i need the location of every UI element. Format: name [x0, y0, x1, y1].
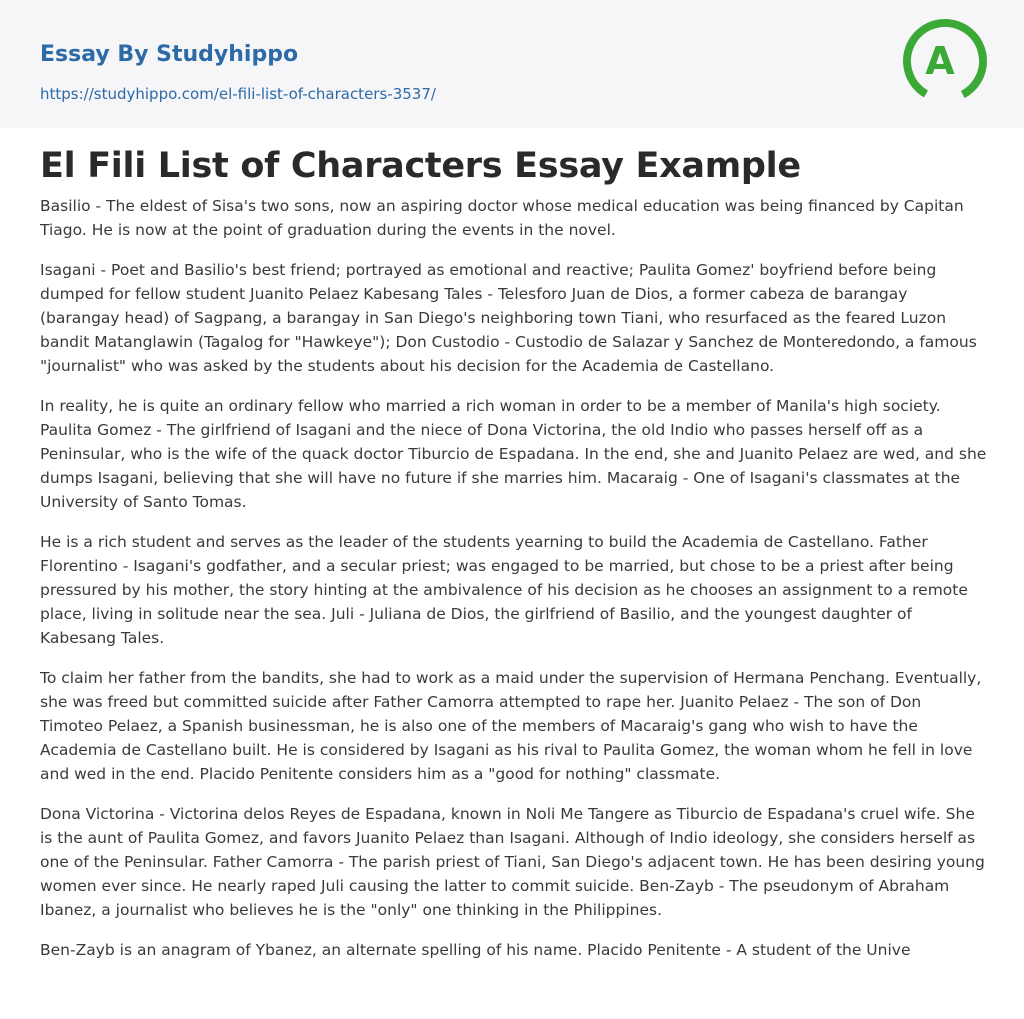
site-title[interactable]: Essay By Studyhippo [40, 42, 299, 67]
paragraph: Basilio - The eldest of Sisa's two sons, now an aspiring doctor whose medical education was being financed by Capitan Tiago. He is now at the point of graduation during the events in the novel. [40, 197, 964, 239]
page-title: El Fili List of Characters Essay Example [40, 146, 801, 186]
logo-letter: A [925, 39, 955, 83]
article-url-link[interactable]: https://studyhippo.com/el-fili-list-of-characters-3537/ [40, 85, 436, 103]
paragraph: In reality, he is quite an ordinary fellow who married a rich woman in order to be a member of Manila's high society. Paulita Gomez - The girlfriend of Isagani and the niece of Dona Victorina, the old Indio who passes herself off as a Peninsular, who is the wife of the quack doctor Tiburcio de Espadana. In the end, she and Juanito Pelaez are wed, and she dumps Isagani, believing that she will have no future if she marries him. Macaraig - One of Isagani's classmates at the University of Santo Tomas. [40, 397, 987, 511]
studyhippo-logo-icon[interactable] [900, 16, 990, 106]
paragraph: Dona Victorina - Victorina delos Reyes de Espadana, known in Noli Me Tangere as Tiburcio de Espadana's cruel wife. She is the aunt of Paulita Gomez, and favors Juanito Pelaez than Isagani. Although of Indio ideology, she considers herself as one of the Peninsular. Father Camorra - The parish priest of Tiani, San Diego's adjacent town. He has been desiring young women ever since. He nearly raped Juli causing the latter to commit suicide. Ben-Zayb - The pseudonym of Abraham Ibanez, a journalist who believes he is the "only" one thinking in the Philippines. [40, 805, 985, 919]
article-body [40, 194, 988, 964]
paragraph: Ben-Zayb is an anagram of Ybanez, an alternate spelling of his name. Placido Penitente - A student of the Unive [40, 941, 911, 959]
paragraph: Isagani - Poet and Basilio's best friend; portrayed as emotional and reactive; Paulita Gomez' boyfriend before being dumped for fellow student Juanito Pelaez Kabesang Tales - Telesforo Juan de Dios, a former cabeza de barangay (barangay head) of Sagpang, a barangay in San Diego's neighboring town Tiani, who resurfaced as the feared Luzon bandit Matanglawin (Tagalog for "Hawkeye"); Don Custodio - Custodio de Salazar y Sanchez de Monteredondo, a famous "journalist" who was asked by the students about his decision for the Academia de Castellano. [40, 261, 977, 375]
paragraph: He is a rich student and serves as the leader of the students yearning to build the Academia de Castellano. Father Florentino - Isagani's godfather, and a secular priest; was engaged to be married, but chose to be a priest after being pressured by his mother, the story hinting at the ambivalence of his decision as he chooses an assignment to a remote place, living in solitude near the sea. Juli - Juliana de Dios, the girlfriend of Basilio, and the youngest daughter of Kabesang Tales. [40, 533, 968, 647]
paragraph: To claim her father from the bandits, she had to work as a maid under the supervision of Hermana Penchang. Eventually, she was freed but committed suicide after Father Camorra attempted to rape her. Juanito Pelaez - The son of Don Timoteo Pelaez, a Spanish businessman, he is also one of the members of Macaraig's gang who wish to have the Academia de Castellano built. He is considered by Isagani as his rival to Paulita Gomez, the woman whom he fell in love and wed in the end. Placido Penitente considers him as a "good for nothing" classmate. [40, 669, 982, 783]
site-header [0, 0, 1024, 128]
